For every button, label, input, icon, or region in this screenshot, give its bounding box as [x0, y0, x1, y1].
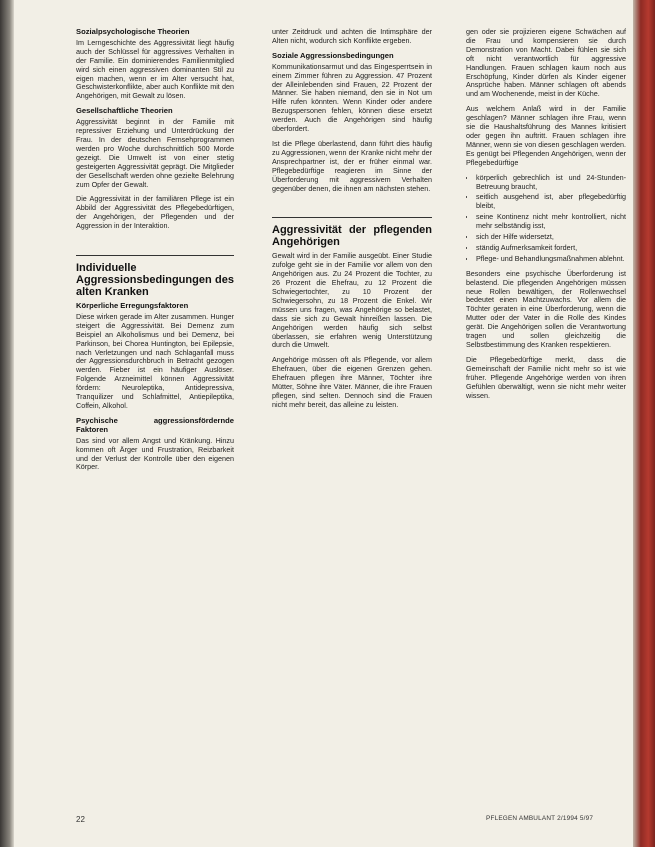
paragraph: gen oder sie projizieren eigene Schwächen auf die Frau und kompensieren sie durch Demonstration von Macht. Dabei fühlen sie sich oft nicht verantwortlich für aggressive Handlungen. Frauen schlagen kaum noch aus Erschöpfung, Kinder dürfen als Kinder eigener Ansprüche haben. Männer schlagen oft abends und am Wochenende, meist in der Küche.: [466, 28, 626, 99]
list-item: • Pflege- und Behandlungsmaßnahmen ablehnt.: [476, 255, 626, 264]
paragraph: Diese wirken gerade im Alter zusammen. Hunger steigert die Aggressivität. Bei Demenz zum Beispiel an Alkoholismus und bei Demenz, bei Parkinson, bei Chorea Huntington, bei Epilepsie, nach Verletzungen und nach Schlaganfall muss der Aggressionsdurchbruch in Betracht gezogen werden. Fieber ist ein häufiger Auslöser. Folgende Arzneimittel können Aggressivität fördern: Neuroleptika, Antidepressiva, Tranquilizer und Schlafmittel, Antiepileptika, Coffein, Alkohol.: [76, 311, 234, 410]
heading-physical: Körperliche Erregungsfaktoren: [76, 301, 189, 311]
paragraph: Im Lerngeschichte des Aggressivität liegt häufig auch der Schlüssel für aggressives Verhalten in der Familie. Ein dominierendes Familienmitglied wird sich einen aggressiven dominanten Stil zu eigen machen, wenn er im Alter versucht hat, Geschwisterkonflikte, aber auch Konflikte mit den Angehörigen, mit Gewalt zu lösen.: [76, 37, 234, 101]
paragraph: Besonders eine psychische Überforderung ist belastend. Die pflegenden Angehörigen müssen neue Rollen bewältigen, der Rollenwechsel bedeutet einen Machtzuwachs. Vor allem die Töchter geraten in eine Überforderung, wenn die Mutter oder der Vater in die Rolle des Kindes gerät. Die Angehörigen sollen die Verantwortung tragen und sollen gleichzeitig die Selbstbestimmung des Kranken respektieren.: [466, 268, 626, 349]
list-item: • seitlich ausgehend ist, aber pflegebedürftig bleibt,: [476, 193, 626, 211]
page-edge: [633, 0, 655, 847]
paragraph: Ist die Pflege überlastend, dann führt dies häufig zu Aggressionen, wenn der Kranke nicht mehr der Ansprechpartner ist, der er früher einmal war. Pflegebedürftige reagieren im Sinne der Überforderung mit aggressivem Verhalten gegenüber denen, die ihnen am nächsten stehen.: [272, 138, 432, 193]
paragraph: Gewalt wird in der Familie ausgeübt. Einer Studie zufolge geht sie in der Familie vor allem von den Angehörigen aus. Zu 24 Prozent die Tochter, zu 26 Prozent die Ehefrau, zu 12 Prozent die Schwiegertochter, zu 10 Prozent der Schwiegersohn, zu 18 Prozent die Enkel. Wir müssen uns fragen, was Angehörige so belastet, dass sie sich zu Gewalt hinreißen lassen. Die Angehörigen werden häufig sich selbst überlassen, sie erfahren wenig Unterstützung durch die Umwelt.: [272, 251, 432, 350]
page-number: 22: [76, 815, 85, 824]
paragraph: Aus welchem Anlaß wird in der Familie geschlagen? Männer schlagen ihre Frau, wenn sie die Haushaltsführung des Mannes kritisiert oder gegen ihn auftritt. Frauen schlagen ihre Männer, wenn sie von diesen geschlagen werden. Es genügt bei Pflegenden Angehörigen, wenn der Pflegebedürftige: [466, 104, 626, 167]
paragraph: Die Pflegebedürftige merkt, dass die Gemeinschaft der Familie nicht mehr so ist wie früher. Pflegende Angehörige werden von ihren Gefühlen überwältigt, wenn sie nicht mehr weiter wissen.: [466, 354, 626, 400]
paragraph: Die Aggressivität in der familiären Pflege ist ein Abbild der Aggressivität des Pflegebedürftigen, der Angehörigen, der Pflegenden und der Aggression in der Interaktion.: [76, 194, 234, 231]
heading-society: Gesellschaftliche Theorien: [76, 106, 173, 116]
journal-footer: PFLEGEN AMBULANT 2/1994 5/97: [486, 815, 594, 822]
list-item: • sich der Hilfe widersetzt,: [476, 233, 626, 242]
section-heading-relatives: Aggressivität der pflegenden Angehörigen: [272, 224, 432, 249]
bullet-list: [466, 174, 626, 264]
list-item: • körperlich gebrechlich ist und 24-Stunden-Betreuung braucht,: [476, 174, 626, 192]
section-rule: [272, 217, 432, 218]
list-item: • ständig Aufmerksamkeit fordert,: [476, 244, 626, 253]
paragraph: Angehörige müssen oft als Pflegende, vor allem Ehefrauen, über die eigenen Grenzen gehen. Ehefrauen pflegen ihre Männer, Töchter ihre Mütter, Söhne ihre Väter. Männer, die ihre Frauen pflegen, sind selten. Dennoch sind die Frauen nicht mehr bereit, das alleine zu leisten.: [272, 355, 432, 409]
heading-social-psych: Sozialpsychologische Theorien: [76, 28, 190, 36]
heading-psychic: Psychische aggressionsfördernde Faktoren: [76, 415, 234, 434]
section-heading-individual: Individuelle Aggressionsbedingungen des alten Kranken: [76, 262, 234, 299]
section-rule: [76, 255, 234, 256]
column-1: [76, 28, 234, 828]
list-item: • seine Kontinenz nicht mehr kontrolliert, nicht mehr selbständig isst,: [476, 213, 626, 231]
paragraph: Aggressivität beginnt in der Familie mit repressiver Erziehung und Unterdrückung der Frau. In der deutschen Fernsehprogrammen werden pro Woche durchschnittlich 500 Morde gezeigt. Die Umwelt ist von einer stetig gesteigerten Aggressivität geprägt. Die Mitglieder der Gesellschaft werden ohne gezielte Belehrung zum Opfer der Gewalt.: [76, 117, 234, 189]
column-3: [466, 28, 626, 828]
paragraph: unter Zeitdruck und achten die Intimsphäre der Alten nicht, wodurch sich Konflikte ergeben.: [272, 28, 432, 45]
column-2: [272, 28, 432, 828]
paragraph: Kommunikationsarmut und das Eingesperrtsein in einem Zimmer führen zu Aggression. 47 Prozent der Alleinlebenden sind Frauen, 22 Prozent der Männer. Sie haben niemand, den sie in Not um Hilfe rufen könnten. Wenn Kinder oder andere Bezugspersonen fehlen, können diese ersetzt werden. Auch die Angehörigen sind häufig überfordert.: [272, 61, 432, 134]
paragraph: Das sind vor allem Angst und Kränkung. Hinzu kommen oft Ärger und Frustration, Reizbarkeit und der Verlust der Kontrolle über den eigenen Körper.: [76, 435, 234, 472]
heading-social-conditions: Soziale Aggressionsbedingungen: [272, 50, 394, 60]
book-binding: [0, 0, 14, 847]
